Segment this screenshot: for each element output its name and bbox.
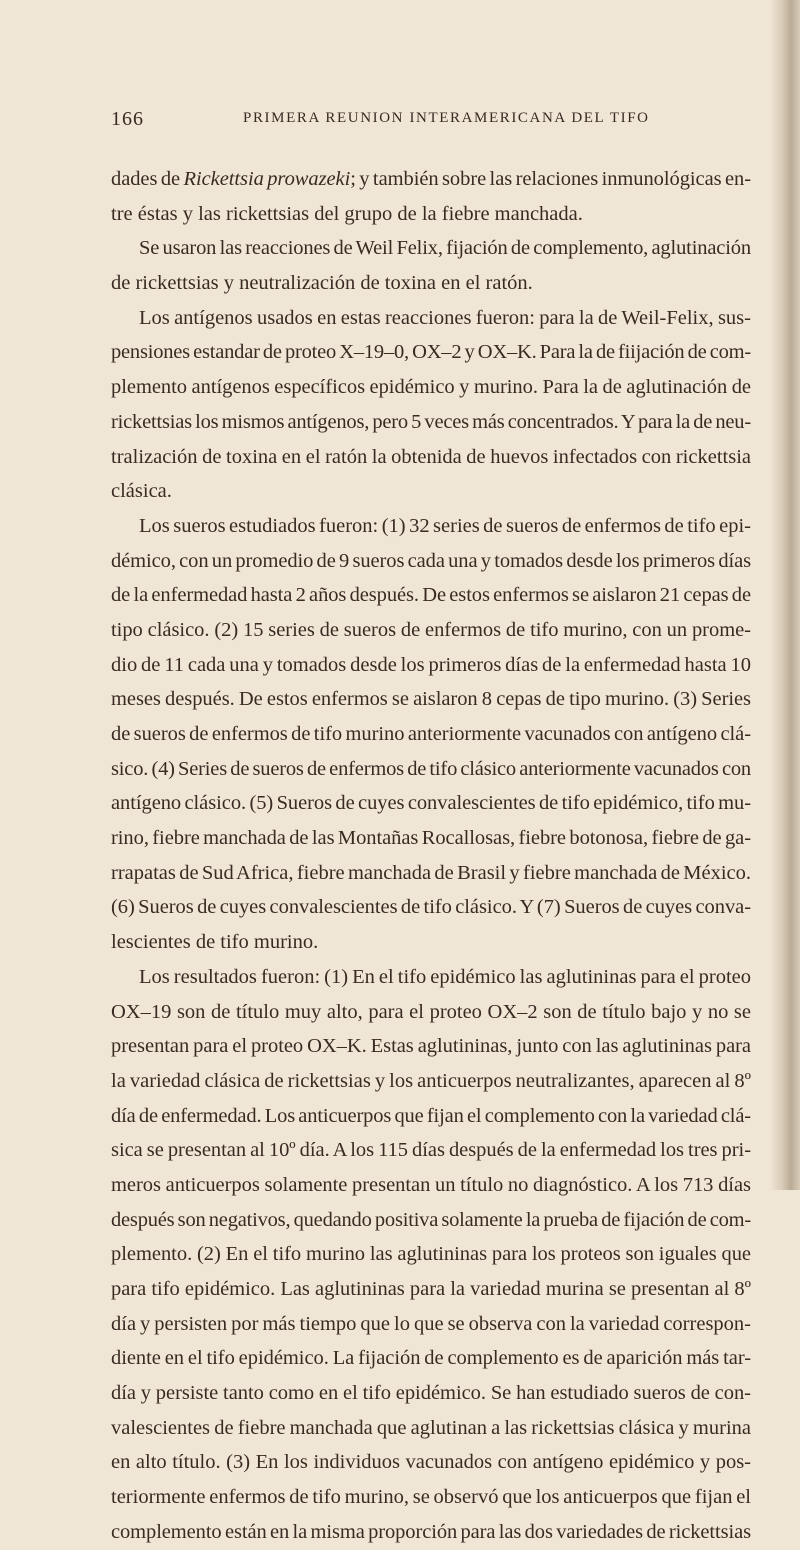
text-line: tipo clásico. (2) 15 series de sueros de enfermos de tifo murino, con un prome- (111, 618, 751, 641)
text-line: tre éstas y las rickettsias del grupo de la fiebre manchada. (111, 202, 583, 225)
text-line: teriormente enfermos de tifo murino, se observó que los anticuerpos que fijan el (111, 1486, 751, 1509)
text-line: valescientes de fiebre manchada que aglutinan a las rickettsias clásica y murina (111, 1416, 751, 1439)
text-line: plemento. (2) En el tifo murino las aglutininas para los proteos son iguales que (111, 1243, 751, 1266)
paragraph (111, 162, 751, 231)
text-line: de rickettsias y neutralización de toxina en el ratón. (111, 272, 533, 295)
text-line: presentan para el proteo OX–K. Estas aglutininas, junto con las aglutininas para (111, 1035, 751, 1058)
text-line: complemento están en la misma proporción para las dos variedades de rickettsias (111, 1520, 751, 1543)
text-line: sico. (4) Series de sueros de enfermos de tifo clásico anteriormente vacunados con (111, 757, 751, 780)
text-line: rrapatas de Sud Africa, fiebre manchada de Brasil y fiebre manchada de México. (111, 861, 751, 884)
text-line: rino, fiebre manchada de las Montañas Rocallosas, fiebre botonosa, fiebre de ga- (111, 827, 751, 850)
text-line: démico, con un promedio de 9 sueros cada una y tomados desde los primeros días (111, 549, 751, 572)
running-title: PRIMERA REUNION INTERAMERICANA DEL TIFO (243, 110, 650, 126)
text-line: plemento antígenos específicos epidémico y murino. Para la de aglutinación de (111, 376, 751, 399)
text-line: antígeno clásico. (5) Sueros de cuyes convalescientes de tifo epidémico, tifo mu- (111, 792, 751, 815)
text-line: para tifo epidémico. Las aglutininas para la variedad murina se presentan al 8º (111, 1278, 751, 1300)
text-line: rickettsias los mismos antígenos, pero 5 veces más concentrados. Y para la de neu- (111, 410, 751, 433)
text-line: Los sueros estudiados fueron: (1) 32 series de sueros de enfermos de tifo epi- (139, 514, 751, 537)
text-line: meses después. De estos enfermos se aislaron 8 cepas de tipo murino. (3) Series (111, 688, 751, 711)
text-line: Se usaron las reacciones de Weil Felix, fijación de complemento, aglutinación (139, 237, 751, 260)
text-line: día y persisten por más tiempo que lo que se observa con la variedad correspon- (111, 1312, 751, 1335)
text-line: de sueros de enfermos de tifo murino anteriormente vacunados con antígeno clá- (111, 723, 751, 745)
text-line: meros anticuerpos solamente presentan un título no diagnóstico. A los 713 días (111, 1173, 751, 1196)
text-line: Los antígenos usados en estas reacciones fueron: para la de Weil-Felix, sus- (139, 306, 751, 329)
text-line: lescientes de tifo murino. (111, 931, 319, 954)
text-line: tralización de toxina en el ratón la obtenida de huevos infectados con rickettsia (111, 445, 751, 468)
page-edge-shadow (770, 0, 800, 1190)
text-line: sica se presentan al 10º día. A los 115 días después de la enfermedad los tres pri- (111, 1139, 751, 1162)
text-line: día y persiste tanto como en el tifo epidémico. Se han estudiado sueros de con- (111, 1382, 751, 1405)
body-text (111, 162, 751, 1550)
text-line: diente en el tifo epidémico. La fijación de complemento es de aparición más tar- (111, 1347, 751, 1370)
text-line: OX–19 son de título muy alto, para el proteo OX–2 son de título bajo y no se (111, 1000, 751, 1023)
running-header (111, 108, 751, 134)
text-line: la variedad clásica de rickettsias y los anticuerpos neutralizantes, aparecen al 8º (111, 1069, 751, 1092)
paragraph (111, 960, 751, 1550)
text-line: día de enfermedad. Los anticuerpos que fijan el complemento con la variedad clá- (111, 1104, 751, 1127)
paragraph (111, 509, 751, 960)
text-line: después son negativos, quedando positiva solamente la prueba de fijación de com- (111, 1208, 751, 1231)
text-line: Los resultados fueron: (1) En el tifo epidémico las aglutininas para el proteo (139, 965, 751, 988)
text-line: dio de 11 cada una y tomados desde los primeros días de la enfermedad hasta 10 (111, 653, 751, 676)
text-line: clásica. (111, 480, 172, 503)
text-line: dades de Rickettsia prowazeki; y también sobre las relaciones inmunológicas en- (111, 168, 751, 190)
page-number: 166 (111, 108, 144, 130)
text-line: en alto título. (3) En los individuos vacunados con antígeno epidémico y pos- (111, 1451, 751, 1474)
text-line: de la enfermedad hasta 2 años después. De estos enfermos se aislaron 21 cepas de (111, 584, 751, 607)
paragraph (111, 301, 751, 509)
paragraph (111, 231, 751, 300)
text-line: (6) Sueros de cuyes convalescientes de tifo clásico. Y (7) Sueros de cuyes conva- (111, 896, 751, 919)
text-line: pensiones estandar de proteo X–19–0, OX–2 y OX–K. Para la de fiijación de com- (111, 341, 751, 364)
